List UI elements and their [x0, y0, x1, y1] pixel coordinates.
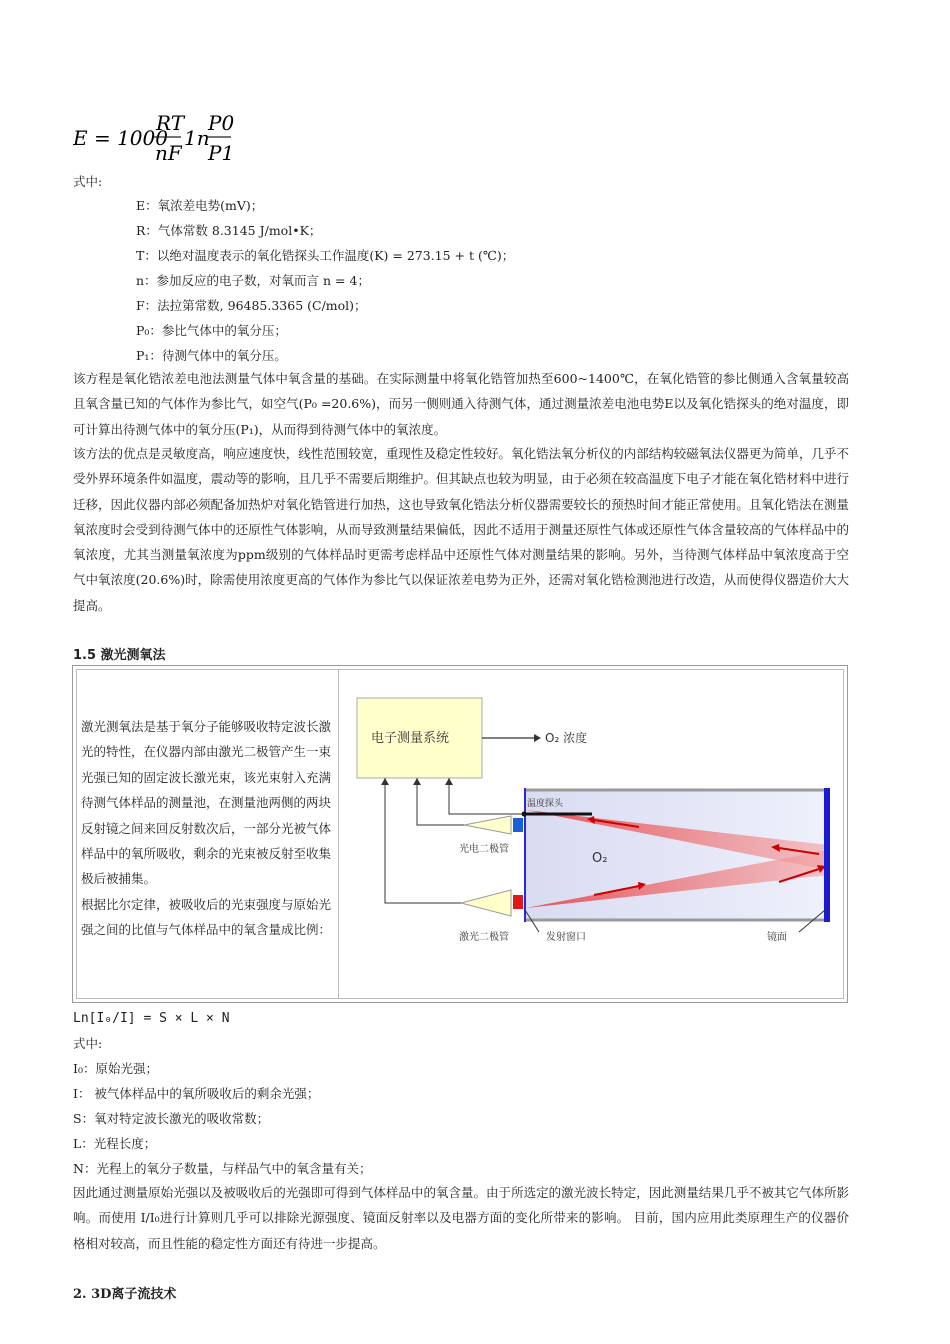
paragraph-zirconia-pros-cons: 该方法的优点是灵敏度高，响应速度快，线性范围较宽，重现性及稳定性较好。氧化锆法氧分析仪的内部结构较磁氧法仪器更为简单，几乎不受外界环境条件如温度，震动等的影响，且几乎不需要后期维护。但其缺点也较为明显，由于必须在较高温度下电子才能在氧化锆材料中进行迁移，因此仪器内部必须配备加热炉对氧化锆管进行加热，这也导致氧化锆法分析仪器需要较长的预热时间才能正常使用。且氧化锆法在测量氧浓度时会受到待测气体中的还原性气体影响，从而导致测量结果偏低，因此不适用于测量还原性气体或还原性气体含量较高的气体样品中的氧浓度，尤其当测量氧浓度为ppm级别的气体样品时更需考虑样品中还原性气体对测量结果的影响。另外，当待测气体样品中氧浓度高于空气中氧浓度(20.6%)时，除需使用浓度更高的气体作为参比气以保证浓差电势为正外，还需对氧化锆检测池进行改造，从而使得仪器造价大大提高。	[73, 446, 849, 613]
laser-description: 激光测氧法是基于氧分子能够吸收特定波长激光的特性，在仪器内部由激光二极管产生一束光强已知的固定波长激光束，该光束射入充满待测气体样品的测量池，在测量池两侧的两块反射镜之间来回反射数次后，一部分光被气体样品中的氧所吸收，剩余的光束被反射至收集极后被捕集。 根据比尔定律，被吸收后的光束强度与原始光强之间的比值与气体样品中的氧含量成比例：	[81, 719, 332, 938]
def-t: T：以绝对温度表示的氧化锆探头工作温度(K) = 273.15 + t (℃)；	[136, 248, 515, 263]
mirror-label: 镜面	[767, 932, 787, 943]
def-f: F：法拉第常数, 96485.3365 (C/mol)；	[136, 298, 367, 313]
def-i0: I₀：原始光强；	[73, 1061, 158, 1076]
formula-ln: 1n	[184, 126, 210, 150]
def-l: L：光程长度；	[73, 1136, 157, 1151]
measurement-system-label: 电子测量系统	[371, 731, 450, 746]
formula-p0: P0	[208, 111, 235, 135]
o2-concentration-label: O₂ 浓度	[545, 731, 588, 745]
laser-description-cell	[77, 670, 339, 998]
def-e: E：氧浓差电势(mV)；	[136, 198, 264, 213]
formula-p1: P1	[208, 141, 235, 165]
o2-gas-label: O₂	[592, 851, 608, 866]
laser-diagram	[339, 670, 845, 1000]
heading-3d-ion-flow: 2. 3D离子流技术	[73, 1287, 177, 1302]
nernst-formula	[73, 108, 293, 168]
where-label-2: 式中:	[73, 1036, 103, 1051]
temperature-probe-label: 温度探头	[527, 799, 564, 809]
laser-diode-amplifier	[461, 890, 511, 916]
beer-law-equation: Ln[I₀/I] = S × L × N	[73, 1011, 230, 1026]
paragraph-laser-conclusion: 因此通过测量原始光强以及被吸收后的光强即可得到气体样品中的氧含量。由于所选定的激光波长特定，因此测量结果几乎不被其它气体所影响。而使用 I/I₀进行计算则几乎可以排除光源强度、镜面反射率以及电器方面的变化所带来的影响。 目前，国内应用此类原理生产的仪器价格相对较高，而且性能的稳定性方面还有待进一步提高。	[73, 1185, 849, 1251]
mirror	[824, 788, 830, 922]
def-s: S：氧对特定波长激光的吸收常数；	[73, 1111, 270, 1126]
paragraph-zirconia-basis: 该方程是氧化锆浓差电池法测量气体中氧含量的基础。在实际测量中将氧化锆管加热至600~1400℃，在氧化锆管的参比侧通入含氧量较高且氧含量已知的气体作为参比气，如空气(P₀ =20.6%)，而另一侧则通入待测气体，通过测量浓差电池电势E以及氧化锆探头的绝对温度，即可计算出待测气体中的氧分压(P₁)，从而得到待测气体中的氧浓度。	[73, 371, 849, 437]
def-n2: N：光程上的氧分子数量，与样品气中的氧含量有关；	[73, 1161, 372, 1176]
photodiode-label: 光电二极管	[459, 844, 509, 855]
formula-nf: nF	[155, 141, 182, 165]
laser-diode-block	[513, 895, 523, 909]
def-n: n：参加反应的电子数，对氧而言 n = 4；	[136, 273, 370, 288]
photodiode-block	[513, 818, 523, 832]
def-p0: P₀：参比气体中的氧分压；	[136, 323, 287, 338]
formula-rt: RT	[156, 111, 185, 135]
formula-lhs: E = 1000	[73, 126, 168, 150]
photodiode-amplifier	[464, 816, 511, 834]
def-r: R：气体常数 8.3145 J/mol•K；	[136, 223, 322, 238]
where-label: 式中:	[73, 174, 103, 189]
heading-laser-method: 1.5 激光测氧法	[73, 648, 166, 663]
emission-window-label: 发射窗口	[546, 932, 586, 943]
laser-method-table	[72, 665, 848, 1003]
def-i: I： 被气体样品中的氧所吸收后的剩余光强；	[73, 1086, 320, 1101]
laser-diagram-cell	[339, 670, 843, 998]
laser-diode-label: 激光二极管	[459, 932, 509, 943]
def-p1: P₁：待测气体中的氧分压。	[136, 348, 287, 363]
